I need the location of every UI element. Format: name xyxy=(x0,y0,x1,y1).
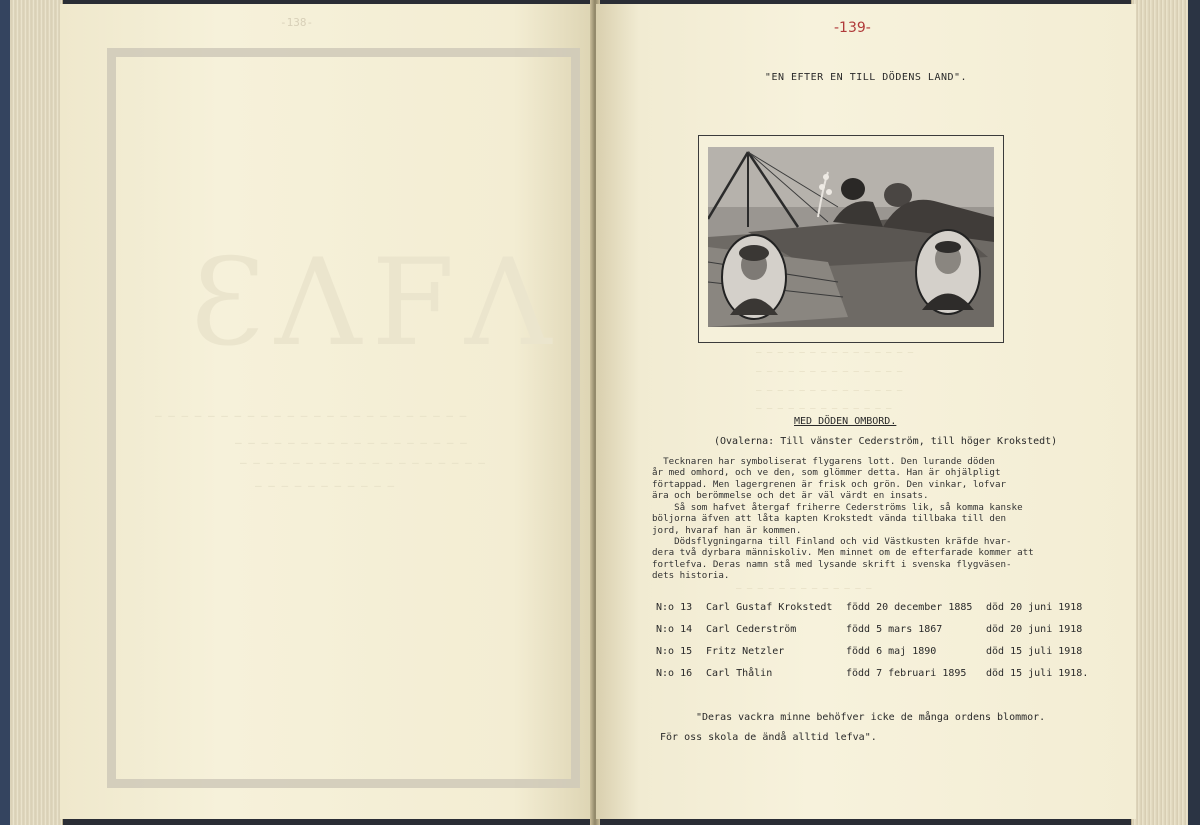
bleed-through-line: ― ― ― ― ― ― ― ― ― ― ― ― ― ― ― ― ― ― xyxy=(235,436,467,449)
bleed-through-line: ― ― ― ― ― ― ― ― ― ― ― xyxy=(255,479,395,492)
bleed-through-line: ― ― ― ― ― ― ― ― ― ― ― ― ― ― xyxy=(756,367,903,377)
aviation-illustration xyxy=(708,147,994,327)
quote-line-2: För oss skola de ändå alltid lefva". xyxy=(660,732,877,743)
bleed-through-line: ― ― ― ― ― ― ― ― ― ― ― ― ― ― ― xyxy=(756,348,914,358)
table-cell-number: N:o 15 xyxy=(656,646,693,657)
bleed-through-line: ― ― ― ― ― ― ― ― ― ― ― ― ― xyxy=(736,584,872,594)
caption-heading: MED DÖDEN OMBORD. xyxy=(794,416,897,427)
table-cell-name: Fritz Netzler xyxy=(706,646,785,657)
table-cell-born: född 5 mars 1867 xyxy=(846,624,943,635)
bleed-through-line: ― ― ― ― ― ― ― ― ― ― ― ― ― ― ― ― ― ― ― xyxy=(240,456,486,469)
bleed-through-decoration: ƐΛFΛ xyxy=(190,234,562,373)
page-number: -139- xyxy=(834,20,871,36)
table-cell-died: död 20 juni 1918 xyxy=(986,624,1083,635)
bleed-through-line: ― ― ― ― ― ― ― ― ― ― ― ― ― ― xyxy=(756,386,903,396)
paragraph-1: Tecknaren har symboliserat flygarens lott. Den lurande döden år med omhord, och ve den, som glömmer detta. Han är ohjälpligt förtappad. Men lagergrenen är frisk och grön. Den vinkar, lofvar ära och berömmelse och det är väl värdt en insats. xyxy=(652,456,1007,501)
bleed-through-line: ― ― ― ― ― ― ― ― ― ― ― ― ― xyxy=(756,404,892,414)
book-left-edge xyxy=(0,0,63,825)
table-cell-born: född 7 februari 1895 xyxy=(846,668,967,679)
table-cell-born: född 6 maj 1890 xyxy=(846,646,937,657)
quote-line-1: "Deras vackra minne behöfver icke de många ordens blommor. xyxy=(696,712,1046,723)
left-page xyxy=(60,4,594,819)
table-cell-died: död 20 juni 1918 xyxy=(986,602,1083,613)
bleed-through-line: ― ― ― ― ― ― ― ― ― ― ― ― ― ― ― ― ― ― ― ― ― ― ― ― xyxy=(155,409,467,422)
table-row xyxy=(656,624,1096,646)
left-page-pencil-mark: -138- xyxy=(280,16,314,29)
paragraph-3: Dödsflygningarna till Finland och vid Västkusten kräfde hvar- dera två dyrbara människoliv. Men minnet om de efterfarade kommer att fortlefva. Deras namn stå med lysande skrift i svenska flygväsen- dets historia. xyxy=(652,536,1034,581)
paragraph-2: Så som hafvet återgaf friherre Cederströms lik, så komma kanske böljorna äfven att låta kapten Krokstedt vända tillbaka till den jord, hvaraf han är kommen. xyxy=(652,502,1023,536)
table-cell-died: död 15 juli 1918. xyxy=(986,668,1089,679)
table-cell-born: född 20 december 1885 xyxy=(846,602,973,613)
table-row xyxy=(656,668,1096,690)
photo-frame xyxy=(698,135,1004,343)
book-right-edge xyxy=(1131,0,1200,825)
casualty-table xyxy=(656,602,1096,690)
table-cell-died: död 15 juli 1918 xyxy=(986,646,1083,657)
right-page xyxy=(596,4,1136,819)
table-row xyxy=(656,646,1096,668)
table-cell-number: N:o 13 xyxy=(656,602,693,613)
table-cell-number: N:o 16 xyxy=(656,668,693,679)
table-cell-name: Carl Cederström xyxy=(706,624,797,635)
page-title: "EN EFTER EN TILL DÖDENS LAND". xyxy=(764,72,968,83)
table-cell-name: Carl Thålin xyxy=(706,668,773,679)
table-cell-name: Carl Gustaf Krokstedt xyxy=(706,602,833,613)
table-cell-number: N:o 14 xyxy=(656,624,693,635)
table-row xyxy=(656,602,1096,624)
caption-subheading: (Ovalerna: Till vänster Cederström, till höger Krokstedt) xyxy=(714,436,1058,447)
